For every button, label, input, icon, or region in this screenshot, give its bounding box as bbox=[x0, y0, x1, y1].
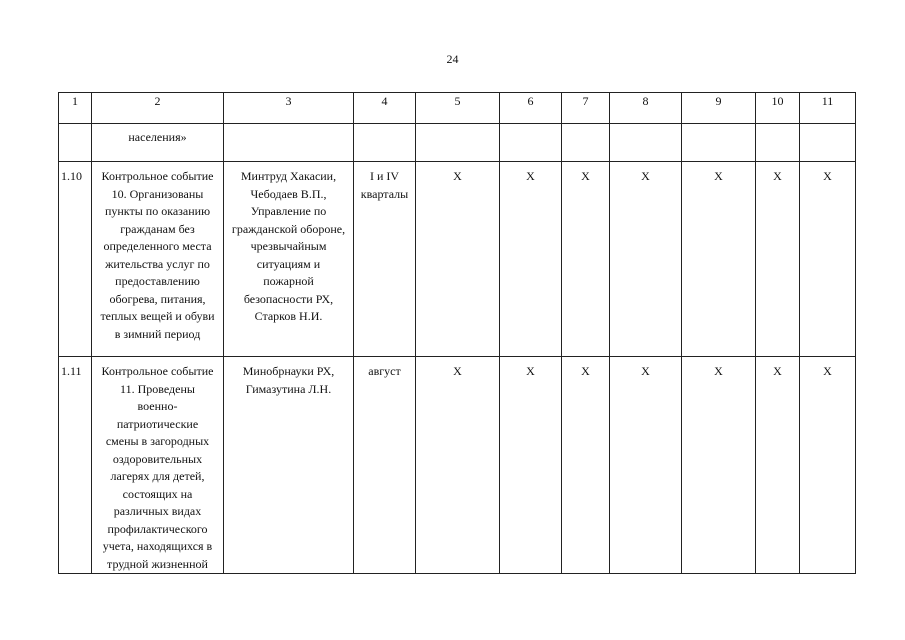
responsible-line: Старков Н.И. bbox=[254, 309, 323, 323]
event-cell bbox=[92, 357, 224, 574]
event-line: профилактического bbox=[107, 521, 208, 536]
row-number-cell: 1.10 bbox=[59, 162, 92, 357]
header-cell: 7 bbox=[562, 93, 610, 124]
responsible-line: Минобрнауки РХ, bbox=[242, 364, 335, 378]
event-line: 11. Проведены bbox=[120, 381, 195, 396]
event-line: пункты по оказанию bbox=[104, 204, 211, 218]
header-cell: 11 bbox=[800, 93, 856, 124]
responsible-line: Управление по bbox=[250, 204, 327, 218]
event-line: населения» bbox=[128, 130, 187, 144]
event-line: теплых вещей и обуви bbox=[100, 309, 215, 323]
responsible-line: безопасности РХ, bbox=[243, 291, 334, 306]
mark-cell bbox=[756, 124, 800, 162]
responsible-line: пожарной bbox=[263, 274, 314, 288]
mark-cell: Х bbox=[610, 357, 682, 574]
responsible-line: Минтруд Хакасии, bbox=[240, 169, 337, 183]
plan-table bbox=[58, 92, 856, 574]
mark-cell: Х bbox=[416, 162, 500, 357]
event-line: лагерях для детей, bbox=[110, 469, 205, 483]
event-line: жительства услуг по bbox=[105, 256, 210, 271]
responsible-cell bbox=[224, 357, 354, 574]
mark-cell: Х bbox=[416, 357, 500, 574]
event-line: смены в загородных bbox=[105, 434, 210, 448]
event-line: предоставлению bbox=[115, 274, 200, 288]
mark-cell: Х bbox=[610, 162, 682, 357]
responsible-line: гражданской обороне, bbox=[231, 221, 346, 236]
mark-cell bbox=[500, 124, 562, 162]
mark-cell: Х bbox=[756, 357, 800, 574]
period-cell bbox=[354, 162, 416, 357]
event-line: патриотические bbox=[116, 416, 199, 431]
event-line: оздоровительных bbox=[112, 451, 203, 466]
mark-cell bbox=[562, 124, 610, 162]
event-line: различных видах bbox=[113, 504, 202, 518]
header-cell: 6 bbox=[500, 93, 562, 124]
mark-cell: Х bbox=[756, 162, 800, 357]
header-cell: 4 bbox=[354, 93, 416, 124]
mark-cell bbox=[416, 124, 500, 162]
table-row bbox=[59, 357, 856, 574]
period-cell bbox=[354, 357, 416, 574]
page-number: 24 bbox=[446, 52, 459, 66]
event-line: учета, находящихся в bbox=[102, 539, 213, 553]
event-line: Контрольное событие bbox=[101, 169, 214, 183]
responsible-line: Гимазутина Л.Н. bbox=[245, 381, 332, 396]
header-cell: 9 bbox=[682, 93, 756, 124]
period-line: I и IV bbox=[369, 169, 400, 183]
mark-cell: Х bbox=[562, 162, 610, 357]
responsible-line: Чебодаев В.П., bbox=[250, 186, 327, 201]
responsible-cell bbox=[224, 124, 354, 162]
event-cell bbox=[92, 162, 224, 357]
mark-cell: Х bbox=[500, 162, 562, 357]
header-cell: 5 bbox=[416, 93, 500, 124]
event-line: состоящих на bbox=[122, 486, 193, 501]
mark-cell: Х bbox=[562, 357, 610, 574]
header-cell: 1 bbox=[59, 93, 92, 124]
event-line: Контрольное событие bbox=[101, 364, 214, 378]
period-cell bbox=[354, 124, 416, 162]
mark-cell: Х bbox=[800, 357, 856, 574]
table-row bbox=[59, 124, 856, 162]
event-line: определенного места bbox=[103, 239, 212, 253]
mark-cell bbox=[682, 124, 756, 162]
event-line: обогрева, питания, bbox=[109, 291, 206, 306]
mark-cell: Х bbox=[682, 162, 756, 357]
mark-cell bbox=[800, 124, 856, 162]
header-cell: 2 bbox=[92, 93, 224, 124]
header-cell: 10 bbox=[756, 93, 800, 124]
event-cell bbox=[92, 124, 224, 162]
row-number-cell: 1.11 bbox=[59, 357, 92, 574]
responsible-line: ситуациям и bbox=[256, 256, 321, 271]
header-cell: 8 bbox=[610, 93, 682, 124]
event-line: трудной жизненной bbox=[107, 556, 208, 571]
event-line: в зимний период bbox=[114, 326, 201, 341]
header-cell: 3 bbox=[224, 93, 354, 124]
period-line: август bbox=[368, 364, 401, 378]
period-line: кварталы bbox=[360, 186, 409, 201]
responsible-line: чрезвычайным bbox=[250, 239, 327, 253]
table-row bbox=[59, 162, 856, 357]
table-header-row bbox=[59, 93, 856, 124]
event-line: военно- bbox=[137, 399, 178, 413]
event-line: 10. Организованы bbox=[111, 186, 204, 201]
event-line: гражданам без bbox=[120, 221, 195, 236]
mark-cell: Х bbox=[500, 357, 562, 574]
mark-cell: Х bbox=[800, 162, 856, 357]
responsible-cell bbox=[224, 162, 354, 357]
mark-cell bbox=[610, 124, 682, 162]
row-number-cell bbox=[59, 124, 92, 162]
mark-cell: Х bbox=[682, 357, 756, 574]
